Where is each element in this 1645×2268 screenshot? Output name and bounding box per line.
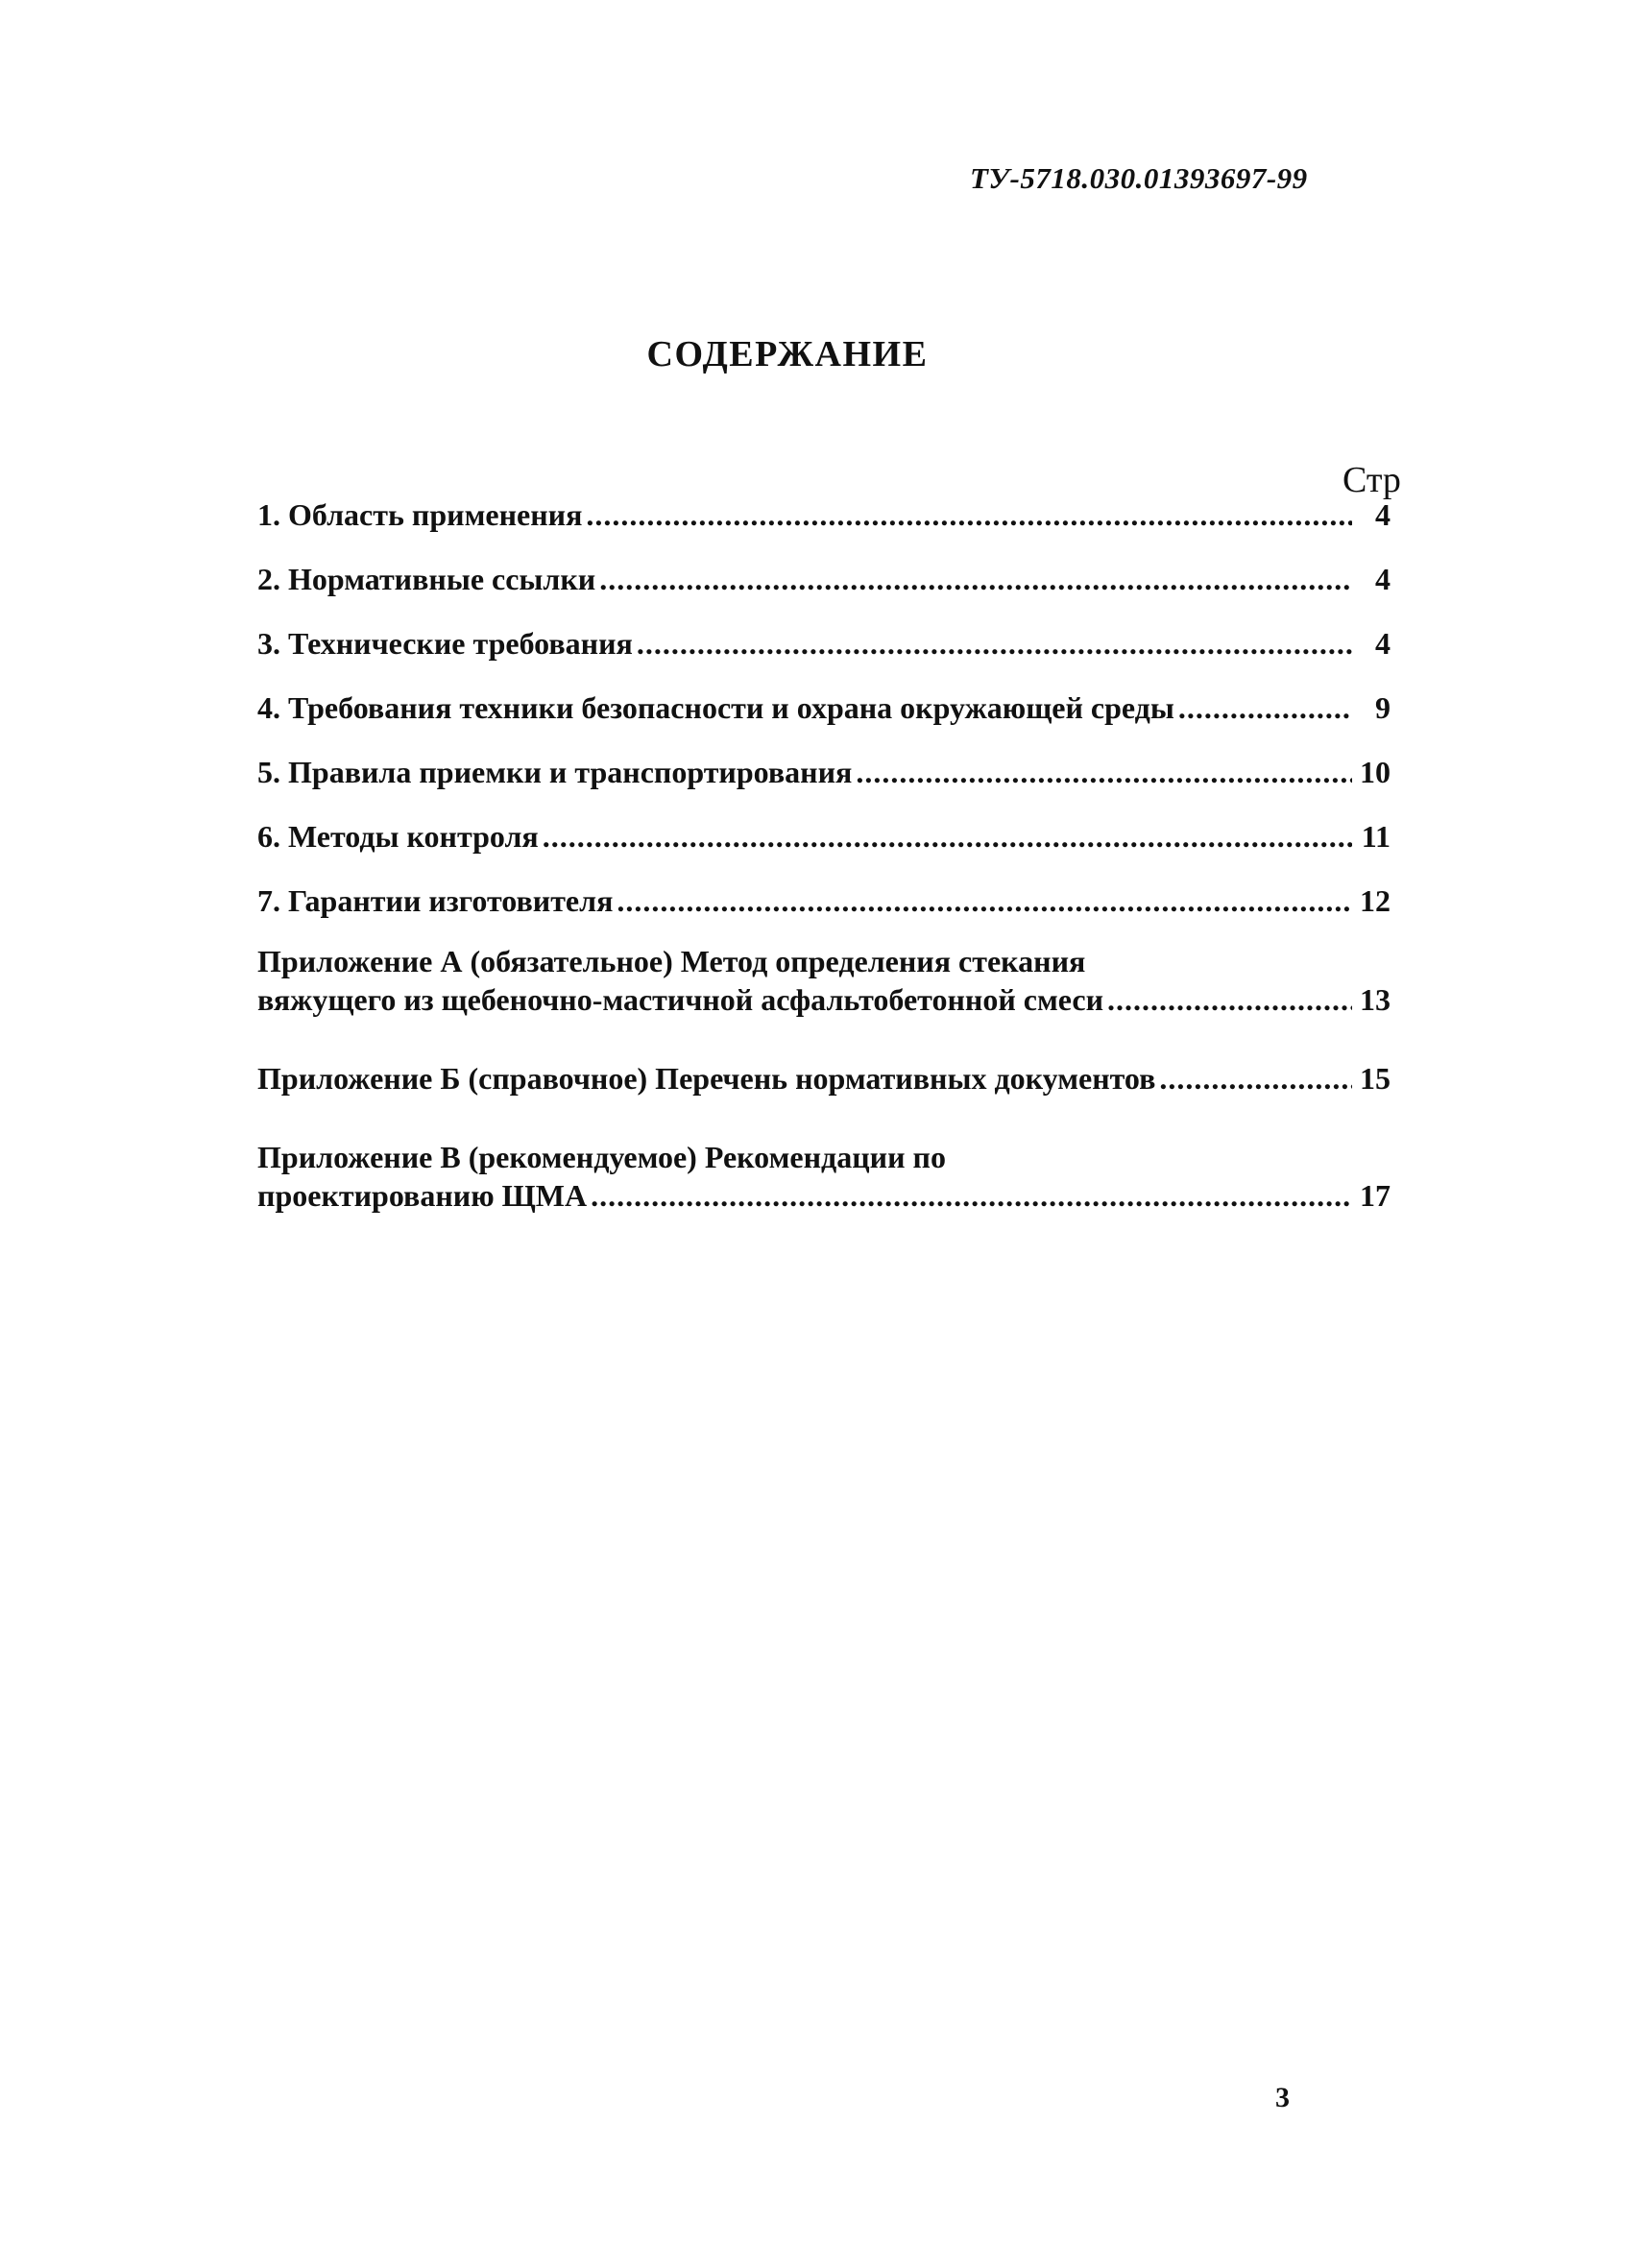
toc-entry[interactable] — [257, 495, 1391, 534]
toc-entry[interactable] — [257, 1059, 1391, 1098]
toc-entry-page: 12 — [1360, 883, 1391, 918]
page-column-header: Стр — [1343, 460, 1401, 500]
dot-leader — [1159, 1059, 1352, 1098]
toc-entry[interactable] — [257, 817, 1391, 856]
toc-entry-page: 4 — [1375, 626, 1391, 661]
toc-entry-title: 7. Гарантии изготовителя — [257, 883, 614, 918]
toc-entry-page: 10 — [1360, 755, 1391, 789]
toc-entry-title-continued: проектированию ЩМА — [257, 1178, 588, 1213]
toc-entry-page: 4 — [1375, 497, 1391, 532]
page-number: 3 — [1275, 2082, 1290, 2113]
dot-leader — [591, 1176, 1352, 1215]
toc-entry-title: 4. Требования техники безопасности и охрана окружающей среды — [257, 690, 1174, 725]
toc-entry-page: 13 — [1360, 982, 1391, 1017]
toc-entry-title: Приложение А (обязательное) Метод определения стекания — [257, 944, 1086, 978]
toc-entry-page: 9 — [1375, 690, 1391, 725]
dot-leader — [599, 560, 1352, 598]
toc-entry[interactable] — [257, 624, 1391, 663]
toc-entry[interactable] — [257, 881, 1391, 920]
dot-leader — [1178, 688, 1352, 727]
dot-leader — [637, 624, 1352, 663]
toc-entry-title: 2. Нормативные ссылки — [257, 562, 596, 596]
dot-leader — [617, 881, 1352, 920]
toc-entry[interactable] — [257, 688, 1391, 727]
dot-leader — [543, 817, 1352, 856]
toc-entry[interactable] — [257, 942, 1391, 1019]
toc-entry-title: 3. Технические требования — [257, 626, 633, 661]
toc-entry-title: 1. Область применения — [257, 497, 583, 532]
toc-entry-title: Приложение В (рекомендуемое) Рекомендации по — [257, 1140, 946, 1174]
toc-entry-page: 17 — [1360, 1178, 1391, 1213]
document-code: ТУ-5718.030.01393697-99 — [970, 161, 1308, 195]
table-of-contents — [257, 495, 1391, 1215]
toc-entry-page: 4 — [1375, 562, 1391, 596]
page-title: СОДЕРЖАНИЕ — [646, 334, 929, 374]
toc-entry[interactable] — [257, 1138, 1391, 1215]
toc-entry-page: 11 — [1361, 819, 1391, 854]
toc-entry-page: 15 — [1360, 1061, 1391, 1096]
toc-entry-title: Приложение Б (справочное) Перечень нормативных документов — [257, 1061, 1156, 1096]
toc-entry[interactable] — [257, 753, 1391, 791]
toc-entry-title: 6. Методы контроля — [257, 819, 539, 854]
dot-leader — [586, 495, 1352, 534]
toc-entry-title: 5. Правила приемки и транспортирования — [257, 755, 853, 789]
dot-leader — [856, 753, 1352, 791]
dot-leader — [1107, 980, 1352, 1019]
toc-entry[interactable] — [257, 560, 1391, 598]
toc-entry-title-continued: вяжущего из щебеночно-мастичной асфальтобетонной смеси — [257, 982, 1104, 1017]
